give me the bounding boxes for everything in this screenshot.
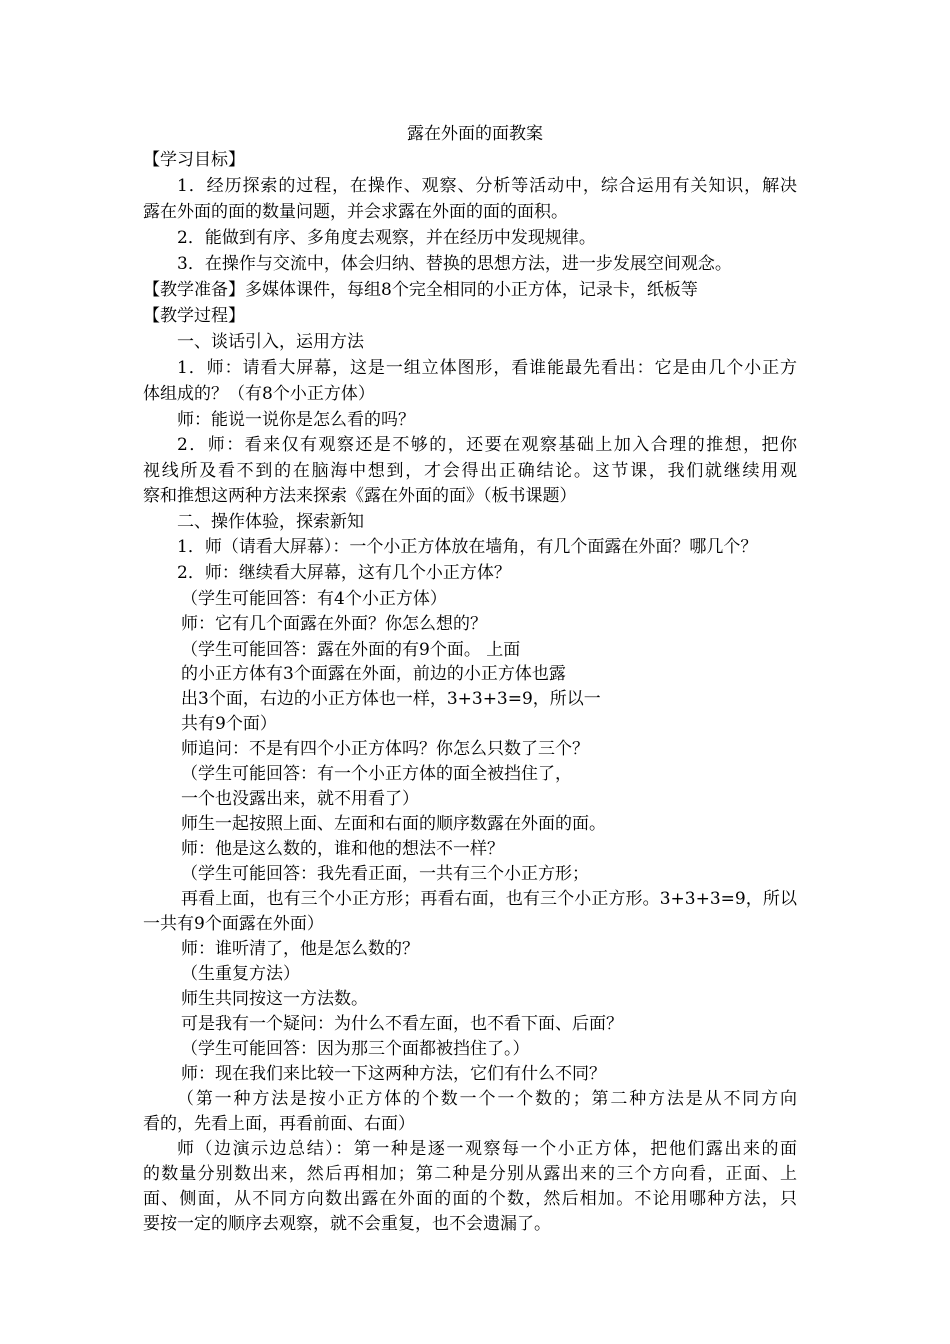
text-line: 师：它有几个面露在外面？你怎么想的？	[181, 614, 487, 634]
text-line: 一、谈话引入，运用方法	[177, 332, 364, 352]
text-line: 露在外面的面的数量问题，并会求露在外面的面的面积。	[143, 202, 568, 222]
text-line: 的小正方体有3个面露在外面，前边的小正方体也露	[181, 664, 566, 684]
text-line: 可是我有一个疑问：为什么不看左面，也不看下面、后面？	[181, 1014, 623, 1034]
text-line: （学生可能回答：有4个小正方体）	[181, 589, 447, 609]
text-line: 察和推想这两种方法来探索《露在外面的面》（板书课题）	[143, 486, 577, 506]
text-line: 【教学准备】多媒体课件，每组8个完全相同的小正方体，记录卡，纸板等	[143, 280, 698, 300]
text-line: 面、侧面，从不同方向数出露在外面的面的个数，然后相加。不论用哪种方法，只	[143, 1189, 797, 1209]
document-title: 露在外面的面教案	[407, 124, 543, 144]
text-line: 【学习目标】	[143, 150, 245, 170]
text-line: （学生可能回答：因为那三个面都被挡住了。）	[181, 1039, 530, 1059]
text-line: 共有9个面）	[181, 714, 277, 734]
text-line: 体组成的？（有8个小正方体）	[143, 384, 375, 404]
text-line: 视线所及看不到的在脑海中想到，才会得出正确结论。这节课，我们就继续用观	[143, 461, 797, 481]
text-line: 一共有9个面露在外面）	[143, 914, 324, 934]
text-line: 二、操作体验，探索新知	[177, 512, 364, 532]
text-line: 师：现在我们来比较一下这两种方法，它们有什么不同？	[181, 1064, 606, 1084]
text-line: 一个也没露出来，就不用看了）	[181, 789, 419, 809]
text-line: （学生可能回答：有一个小正方体的面全被挡住了，	[181, 764, 572, 784]
text-line: 1．经历探索的过程，在操作、观察、分析等活动中，综合运用有关知识，解决	[177, 176, 797, 196]
text-line: 的数量分别数出来，然后再相加；第二种是分别从露出来的三个方向看，正面、上	[143, 1164, 797, 1184]
text-line: 2．师：继续看大屏幕，这有几个小正方体？	[177, 563, 511, 583]
text-line: 师追问：不是有四个小正方体吗？你怎么只数了三个？	[181, 739, 589, 759]
text-line: 师生一起按照上面、左面和右面的顺序数露在外面的面。	[181, 814, 606, 834]
text-line: （第一种方法是按小正方体的个数一个一个数的；第二种方法是从不同方向	[177, 1089, 797, 1109]
text-line: 师：能说一说你是怎么看的吗？	[177, 410, 415, 430]
text-line: 2．师：看来仅有观察还是不够的，还要在观察基础上加入合理的推想，把你	[177, 435, 797, 455]
text-line: （学生可能回答：露在外面的有9个面。 上面	[181, 640, 521, 660]
text-line: 【教学过程】	[143, 306, 245, 326]
text-line: 1．师（请看大屏幕）：一个小正方体放在墙角，有几个面露在外面？哪几个？	[177, 537, 758, 557]
text-line: 看的，先看上面，再看前面、右面）	[143, 1114, 415, 1134]
text-line: 要按一定的顺序去观察，就不会重复，也不会遗漏了。	[143, 1214, 551, 1234]
text-line: 3．在操作与交流中，体会归纳、替换的思想方法，进一步发展空间观念。	[177, 254, 732, 274]
text-line: 出3个面，右边的小正方体也一样，3+3+3=9，所以一	[181, 689, 601, 709]
text-line: 师（边演示边总结）：第一种是逐一观察每一个小正方体，把他们露出来的面	[177, 1139, 797, 1159]
text-line: （生重复方法）	[181, 964, 300, 984]
text-line: 1．师：请看大屏幕，这是一组立体图形，看谁能最先看出：它是由几个小正方	[177, 358, 797, 378]
text-line: 师生共同按这一方法数。	[181, 989, 368, 1009]
text-line: 师：他是这么数的，谁和他的想法不一样？	[181, 839, 504, 859]
text-line: 师：谁听清了，他是怎么数的？	[181, 939, 419, 959]
text-line: 再看上面，也有三个小正方形；再看右面，也有三个小正方形。3+3+3=9，所以	[181, 889, 797, 909]
text-line: 2．能做到有序、多角度去观察，并在经历中发现规律。	[177, 228, 596, 248]
text-line: （学生可能回答：我先看正面，一共有三个小正方形；	[181, 864, 589, 884]
